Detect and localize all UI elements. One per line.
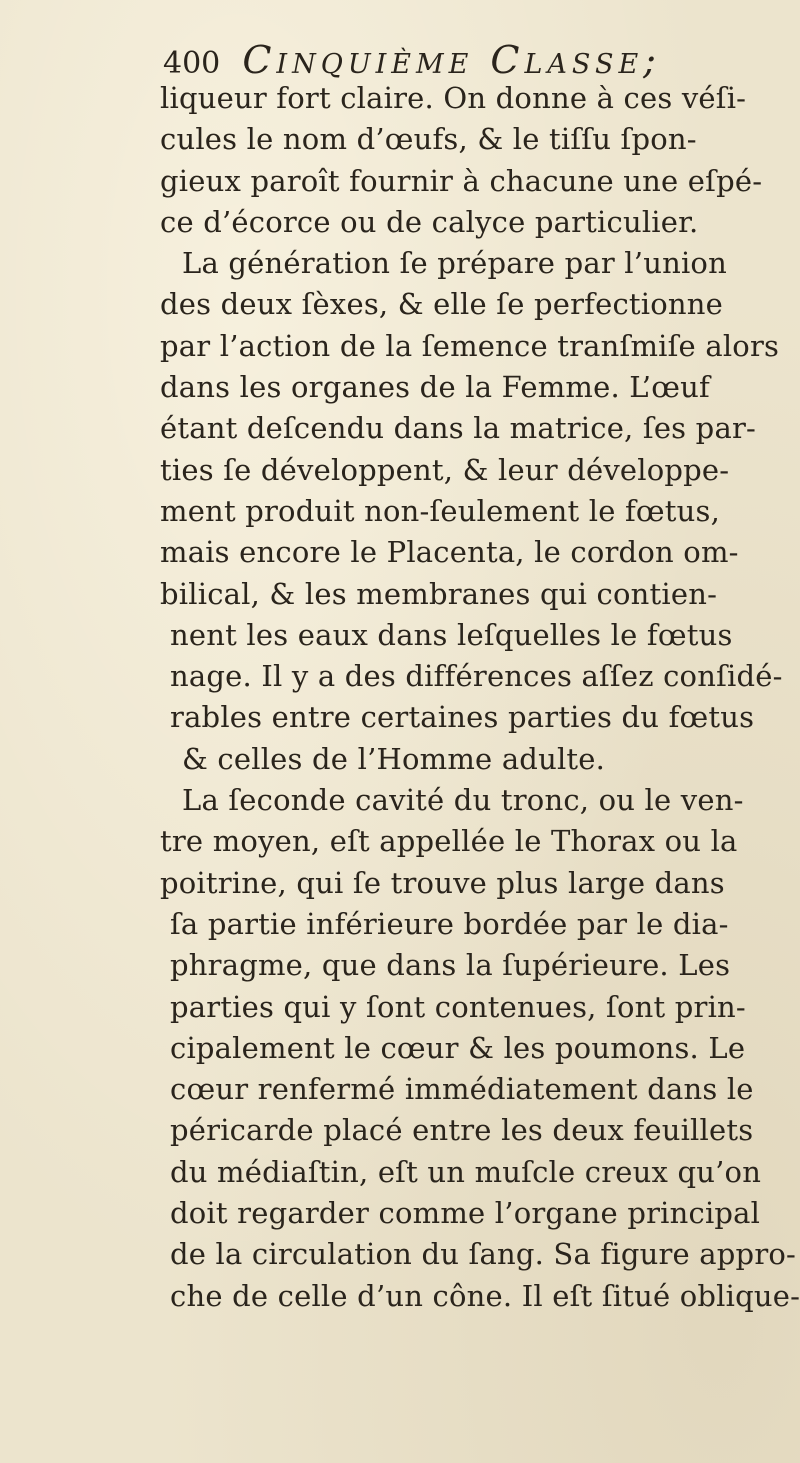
text-line: étant deſcendu dans la matrice, ſes par- [160, 411, 757, 446]
text-line: dans les organes de la Femme. L’œuf [160, 370, 710, 405]
text-line: ce d’écorce ou de calyce particulier. [160, 204, 699, 239]
text-line: che de celle d’un cône. Il eſt ſitué oblique- [170, 1278, 800, 1313]
text-line: & celles de l’Homme adulte. [182, 741, 606, 776]
text-line: bilical, & les membranes qui contien- [160, 576, 718, 611]
page-number: 400 [163, 46, 221, 81]
text-line: du médiaſtin, eſt un muſcle creux qu’on [170, 1154, 762, 1189]
text-line: des deux ſèxes, & elle ſe perfectionne [160, 287, 724, 322]
text-line: tre moyen, eſt appellée le Thorax ou la [160, 824, 738, 859]
text-line: gieux paroît fournir à chacune une eſpé- [160, 163, 763, 198]
text-line: cipalement le cœur & les poumons. Le [170, 1030, 746, 1065]
body-text [160, 78, 800, 1317]
text-line: par l’action de la ſemence tranſmiſe alors [160, 328, 780, 363]
text-line: poitrine, qui ſe trouve plus large dans [160, 865, 725, 900]
text-line: ment produit non-ſeulement le fœtus, [160, 493, 721, 528]
text-line: cœur renfermé immédiatement dans le [170, 1072, 754, 1107]
text-line: nent les eaux dans leſquelles le fœtus [170, 617, 733, 652]
text-line: liqueur fort claire. On donne à ces véſi- [160, 81, 747, 115]
text-line: rables entre certaines parties du fœtus [170, 700, 755, 735]
text-line: mais encore le Placenta, le cordon om- [160, 535, 739, 570]
text-line: La génération ſe prépare par l’union [182, 246, 727, 281]
text-line: La ſeconde cavité du tronc, ou le ven- [182, 783, 744, 818]
text-line: cules le nom d’œufs, & le tiſſu ſpon- [160, 122, 697, 157]
text-line: parties qui y ſont contenues, ſont prin- [170, 989, 746, 1024]
text-line: ſa partie inférieure bordée par le dia- [170, 906, 729, 941]
text-line: doit regarder comme l’organe principal [170, 1196, 761, 1231]
text-line: péricarde placé entre les deux feuillets [170, 1113, 754, 1148]
text-line: nage. Il y a des différences aſſez conſidé- [170, 659, 783, 694]
text-line: de la circulation du ſang. Sa figure appro- [170, 1237, 797, 1272]
text-line: ties ſe développent, & leur développe- [160, 452, 730, 487]
text-line: phragme, que dans la ſupérieure. Les [170, 948, 731, 983]
running-head: Cinquième Classe; [242, 38, 661, 82]
